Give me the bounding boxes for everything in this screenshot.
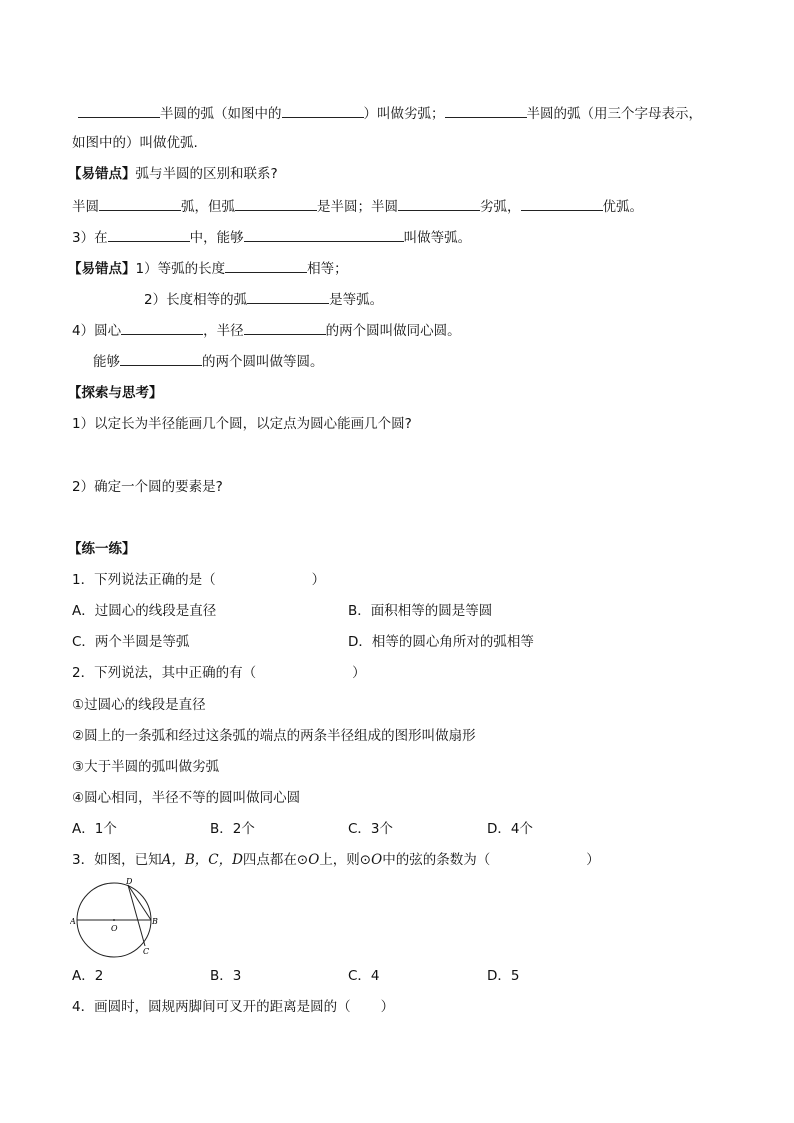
q4-stem-text: 4．画圆时，圆规两脚间可叉开的距离是圆的（ bbox=[72, 999, 351, 1015]
answer-blank[interactable] bbox=[244, 320, 326, 335]
q3-option-d[interactable]: D．5 bbox=[487, 968, 520, 984]
intro-text-1: 半圆的弧（如图中的 bbox=[160, 106, 282, 122]
intro-text-3: 半圆的弧（用三个字母表示， bbox=[526, 106, 702, 122]
q3-circle-o: O bbox=[371, 852, 383, 868]
q3-option-c[interactable]: C．4 bbox=[348, 968, 380, 984]
explore-question-2: 2）确定一个圆的要素是? bbox=[72, 479, 223, 495]
concentric-text-a: 4）圆心 bbox=[72, 323, 122, 339]
easy-error-2-text-d: 是等弧。 bbox=[329, 292, 384, 308]
q3-stem-close: ） bbox=[586, 852, 600, 868]
q2-statement-1: ①过圆心的线段是直径 bbox=[72, 697, 206, 713]
q3-stem bbox=[72, 850, 600, 870]
q2-option-c[interactable]: C．3个 bbox=[348, 821, 394, 837]
answer-blank[interactable] bbox=[108, 227, 190, 242]
answer-blank[interactable] bbox=[398, 196, 480, 211]
q3-points-letters: A，B，C，D bbox=[161, 852, 243, 868]
q1-option-b[interactable]: B．面积相等的圆是等圆 bbox=[348, 603, 493, 619]
easy-error-tag: 【易错点】 bbox=[68, 166, 136, 182]
q4-stem bbox=[72, 997, 394, 1017]
answer-blank[interactable] bbox=[445, 103, 527, 118]
concentric-text-e: 的两个圆叫做等圆。 bbox=[202, 354, 324, 370]
intro-line-2 bbox=[72, 133, 198, 153]
answer-blank[interactable] bbox=[282, 103, 364, 118]
concentric-text-c: 的两个圆叫做同心圆。 bbox=[325, 323, 461, 339]
concentric-text-d: 能够 bbox=[93, 354, 120, 370]
easy-error-2-text-b: 相等； bbox=[307, 261, 348, 277]
q3-option-b[interactable]: B．3 bbox=[210, 968, 242, 984]
q1-option-c[interactable]: C．两个半圆是等弧 bbox=[72, 634, 190, 650]
point-label-b: B bbox=[152, 917, 158, 926]
q3-stem-c: 上，则⊙ bbox=[319, 852, 372, 868]
q2-stem-close: ） bbox=[352, 665, 366, 681]
equal-arc-text-a: 3）在 bbox=[72, 230, 108, 246]
concentric-text-b: ，半径 bbox=[203, 323, 244, 339]
answer-blank[interactable] bbox=[99, 196, 181, 211]
q1-option-d[interactable]: D．相等的圆心角所对的弧相等 bbox=[348, 634, 534, 650]
q3-stem-d: 中的弦的条数为（ bbox=[382, 852, 491, 868]
easy-error-2-line-2 bbox=[144, 289, 383, 310]
point-label-c: C bbox=[143, 947, 150, 956]
equal-arc-text-b: 中，能够 bbox=[189, 230, 244, 246]
q2-statement-3: ③大于半圆的弧叫做劣弧 bbox=[72, 759, 220, 775]
practice-title: 【练一练】 bbox=[68, 541, 136, 557]
point-label-d: D bbox=[126, 877, 133, 886]
q1-stem-close: ） bbox=[311, 572, 326, 588]
easy-error-2-text-c: 2）长度相等的弧 bbox=[144, 292, 248, 308]
q1-stem-text: 1．下列说法正确的是（ bbox=[72, 572, 216, 588]
q2-option-a[interactable]: A．1个 bbox=[72, 821, 117, 837]
semicircle-line bbox=[72, 196, 643, 217]
q3-circle-figure bbox=[70, 876, 160, 958]
easy-error-1 bbox=[68, 164, 278, 184]
semi-text-b: 弧，但弧 bbox=[181, 199, 235, 215]
semi-text-e: 优弧。 bbox=[602, 199, 643, 215]
intro-line-1 bbox=[78, 103, 702, 124]
easy-error-2-text-a: 1）等弧的长度 bbox=[135, 261, 226, 277]
semi-text-d: 劣弧， bbox=[480, 199, 521, 215]
answer-blank[interactable] bbox=[247, 289, 329, 304]
easy-error-text: 弧与半圆的区别和联系? bbox=[135, 166, 278, 182]
semi-text-c: 是半圆；半圆 bbox=[317, 199, 398, 215]
answer-blank[interactable] bbox=[225, 258, 307, 273]
chord-db bbox=[128, 885, 151, 920]
equal-arc-text-c: 叫做等弧。 bbox=[403, 230, 472, 246]
q2-stem-text: 2．下列说法，其中正确的有（ bbox=[72, 665, 257, 681]
point-label-o: O bbox=[111, 924, 118, 933]
answer-blank[interactable] bbox=[244, 227, 404, 242]
answer-blank[interactable] bbox=[521, 196, 603, 211]
easy-error-2-line-1 bbox=[68, 258, 348, 279]
q2-statement-2: ②圆上的一条弧和经过这条弧的端点的两条半径组成的图形叫做扇形 bbox=[72, 728, 476, 744]
q2-statement-4: ④圆心相同，半径不等的圆叫做同心圆 bbox=[72, 790, 301, 806]
q3-option-a[interactable]: A．2 bbox=[72, 968, 104, 984]
center-point bbox=[113, 919, 115, 921]
chord-dc bbox=[128, 885, 145, 946]
answer-blank[interactable] bbox=[120, 351, 202, 366]
q3-stem-b: 四点都在⊙ bbox=[242, 852, 309, 868]
equal-arc-line bbox=[72, 227, 471, 248]
q3-circle-o: O bbox=[308, 852, 320, 868]
semi-text-a: 半圆 bbox=[72, 199, 99, 215]
intro-text-4: 如图中的）叫做优弧. bbox=[72, 135, 198, 151]
q4-stem-close: ） bbox=[380, 999, 395, 1015]
explore-title: 【探索与思考】 bbox=[68, 385, 163, 401]
point-label-a: A bbox=[70, 917, 76, 926]
q2-stem bbox=[72, 663, 366, 683]
q1-option-a[interactable]: A．过圆心的线段是直径 bbox=[72, 603, 217, 619]
equal-circle-line bbox=[93, 351, 324, 372]
concentric-line bbox=[72, 320, 461, 341]
easy-error-tag: 【易错点】 bbox=[68, 261, 136, 277]
intro-text-2: ）叫做劣弧； bbox=[363, 106, 445, 122]
answer-blank[interactable] bbox=[78, 103, 160, 118]
q3-stem-a: 3．如图，已知 bbox=[72, 852, 162, 868]
answer-blank[interactable] bbox=[235, 196, 317, 211]
q1-stem bbox=[72, 570, 325, 590]
explore-question-1: 1）以定长为半径能画几个圆，以定点为圆心能画几个圆? bbox=[72, 416, 412, 432]
q2-option-b[interactable]: B．2个 bbox=[210, 821, 255, 837]
q2-option-d[interactable]: D．4个 bbox=[487, 821, 533, 837]
answer-blank[interactable] bbox=[121, 320, 203, 335]
